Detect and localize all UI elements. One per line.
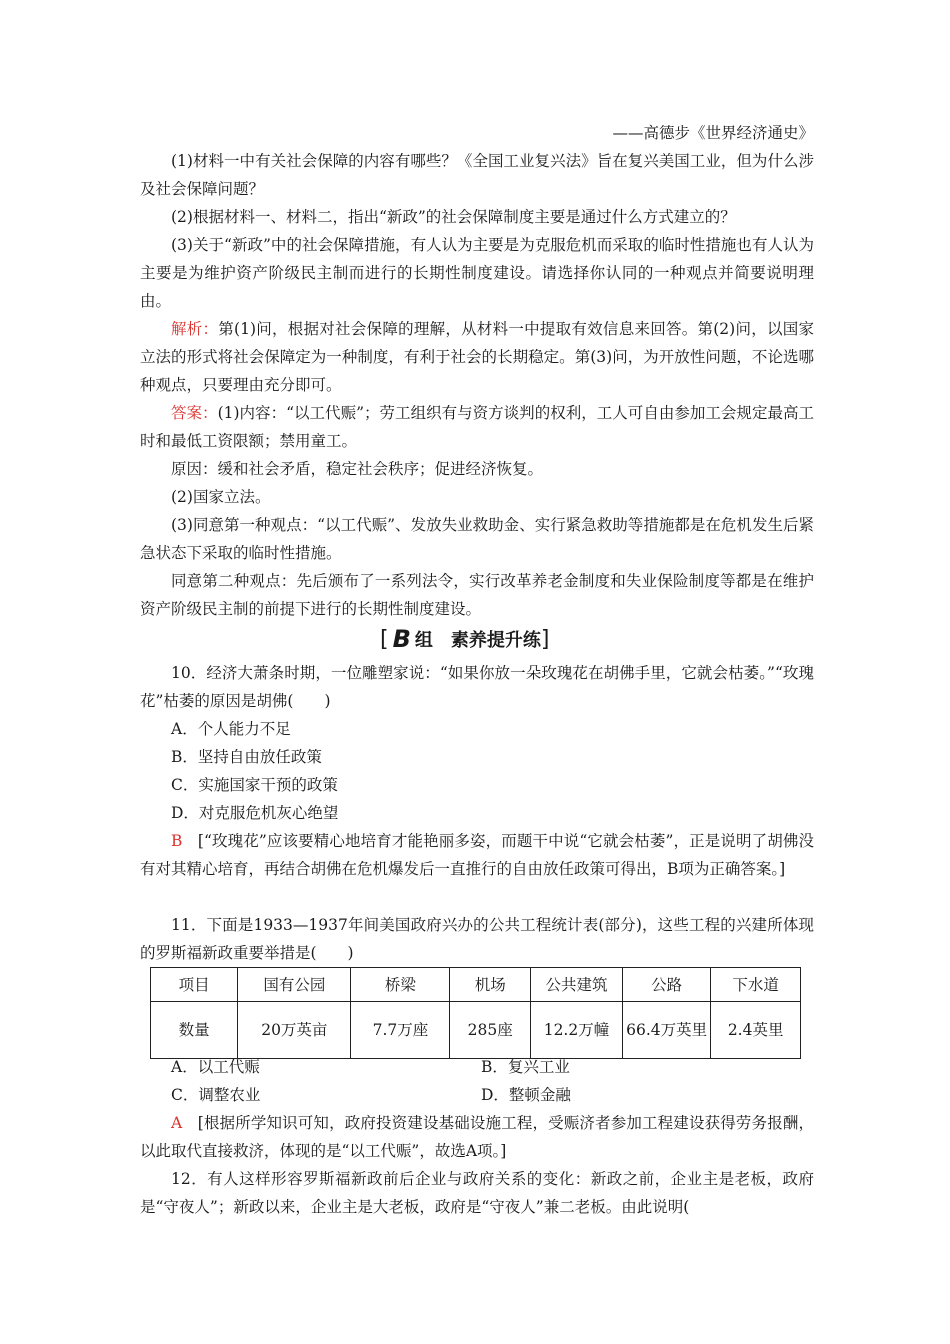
q11-answer: A	[171, 1114, 183, 1132]
question-part-2: (2)根据材料一、材料二，指出“新政”的社会保障制度主要是通过什么方式建立的？	[171, 208, 736, 226]
table-cell: 7.7万座	[351, 1002, 450, 1059]
answer-line-2: 原因：缓和社会矛盾，稳定社会秩序；促进经济恢复。	[171, 460, 544, 478]
table-header-cell: 国有公园	[238, 968, 351, 1002]
source-citation: ——高德步《世界经济通史》	[612, 124, 814, 142]
q10-option-b: B．坚持自由放任政策	[171, 748, 322, 766]
table-header-cell: 下水道	[711, 968, 801, 1002]
table-cell: 20万英亩	[238, 1002, 351, 1059]
answer-label: 答案：	[171, 404, 218, 422]
table-cell: 66.4万英里	[623, 1002, 711, 1059]
section-group: 组	[414, 630, 433, 651]
q12-stem: 12．有人这样形容罗斯福新政前后企业与政府关系的变化：新政之前，企业主是老板，政府是“守夜人”；新政以来，企业主是大老板，政府是“守夜人”兼二老板。由此说明(	[140, 1170, 814, 1216]
table-header-cell: 桥梁	[351, 968, 450, 1002]
answer-line-1: (1)内容：“以工代赈”；劳工组织有与资方谈判的权利，工人可自由参加工会规定最高工时和最低工资限额；禁用童工。	[140, 404, 814, 450]
q11-table	[150, 967, 801, 1059]
analysis-label: 解析：	[171, 320, 219, 338]
question-part-3: (3)关于“新政”中的社会保障措施，有人认为主要是为克服危机而采取的临时性措施也有人认为主要是为维护资产阶级民主制而进行的长期性制度建设。请选择你认同的一种观点并简要说明理由。	[140, 236, 814, 310]
q10-answer: B	[171, 832, 183, 850]
q11-solution	[140, 1109, 814, 1165]
table-header-cell: 公共建筑	[530, 968, 622, 1002]
q10-option-c: C．实施国家干预的政策	[171, 776, 338, 794]
q11-option-c: C．调整农业	[171, 1086, 261, 1104]
table-header-row	[151, 968, 801, 1002]
q10-stem: 10．经济大萧条时期，一位雕塑家说：“如果你放一朵玫瑰花在胡佛手里，它就会枯萎。”“玫瑰花”枯萎的原因是胡佛( )	[140, 664, 814, 710]
answer-paragraph	[140, 399, 814, 455]
question-part-1: (1)材料一中有关社会保障的内容有哪些？《全国工业复兴法》旨在复兴美国工业，但为什么涉及社会保障问题？	[140, 152, 814, 198]
analysis-paragraph	[140, 315, 814, 399]
section-bracket-close: ]	[540, 626, 550, 652]
section-title: 素养提升练	[450, 630, 541, 651]
answer-line-3: (2)国家立法。	[171, 488, 271, 506]
table-row	[151, 1002, 801, 1059]
q10-solution	[140, 827, 814, 883]
table-header-cell: 公路	[623, 968, 711, 1002]
q11-option-d: D．整顿金融	[481, 1086, 571, 1104]
section-header	[380, 623, 610, 655]
section-letter: B	[392, 625, 411, 653]
table-header-cell: 项目	[151, 968, 238, 1002]
q10-option-d: D．对克服危机灰心绝望	[171, 804, 339, 822]
q10-explanation: [“玫瑰花”应该要精心地培育才能艳丽多姿，而题干中说“它就会枯萎”，正是说明了胡佛没有对其精心培育，再结合胡佛在危机爆发后一直推行的自由放任政策可得出，B项为正确答案。]	[140, 832, 814, 878]
answer-line-5: 同意第二种观点：先后颁布了一系列法令，实行改革养老金制度和失业保险制度等都是在维护资产阶级民主制的前提下进行的长期性制度建设。	[140, 572, 814, 618]
q11-stem: 11．下面是1933—1937年间美国政府兴办的公共工程统计表(部分)，这些工程的兴建所体现的罗斯福新政重要举措是( )	[140, 916, 814, 962]
q11-option-b: B．复兴工业	[481, 1058, 570, 1076]
analysis-text: 第(1)问，根据对社会保障的理解，从材料一中提取有效信息来回答。第(2)问，以国家立法的形式将社会保障定为一种制度，有利于社会的长期稳定。第(3)问，为开放性问题，不论选哪种观点，只要理由充分即可。	[140, 320, 814, 394]
table-cell: 2.4英里	[711, 1002, 801, 1059]
section-bracket-open: [	[380, 626, 389, 652]
q11-option-a: A．以工代赈	[171, 1058, 260, 1076]
table-cell: 285座	[450, 1002, 530, 1059]
table-header-cell: 机场	[450, 968, 530, 1002]
q11-explanation: [根据所学知识可知，政府投资建设基础设施工程，受赈济者参加工程建设获得劳务报酬，以此取代直接救济，体现的是“以工代赈”，故选A项。]	[140, 1114, 814, 1160]
table-cell: 数量	[151, 1002, 238, 1059]
answer-line-4: (3)同意第一种观点：“以工代赈”、发放失业救助金、实行紧急救助等措施都是在危机发生后紧急状态下采取的临时性措施。	[140, 516, 814, 562]
table-cell: 12.2万幢	[530, 1002, 622, 1059]
q10-option-a: A．个人能力不足	[171, 720, 291, 738]
